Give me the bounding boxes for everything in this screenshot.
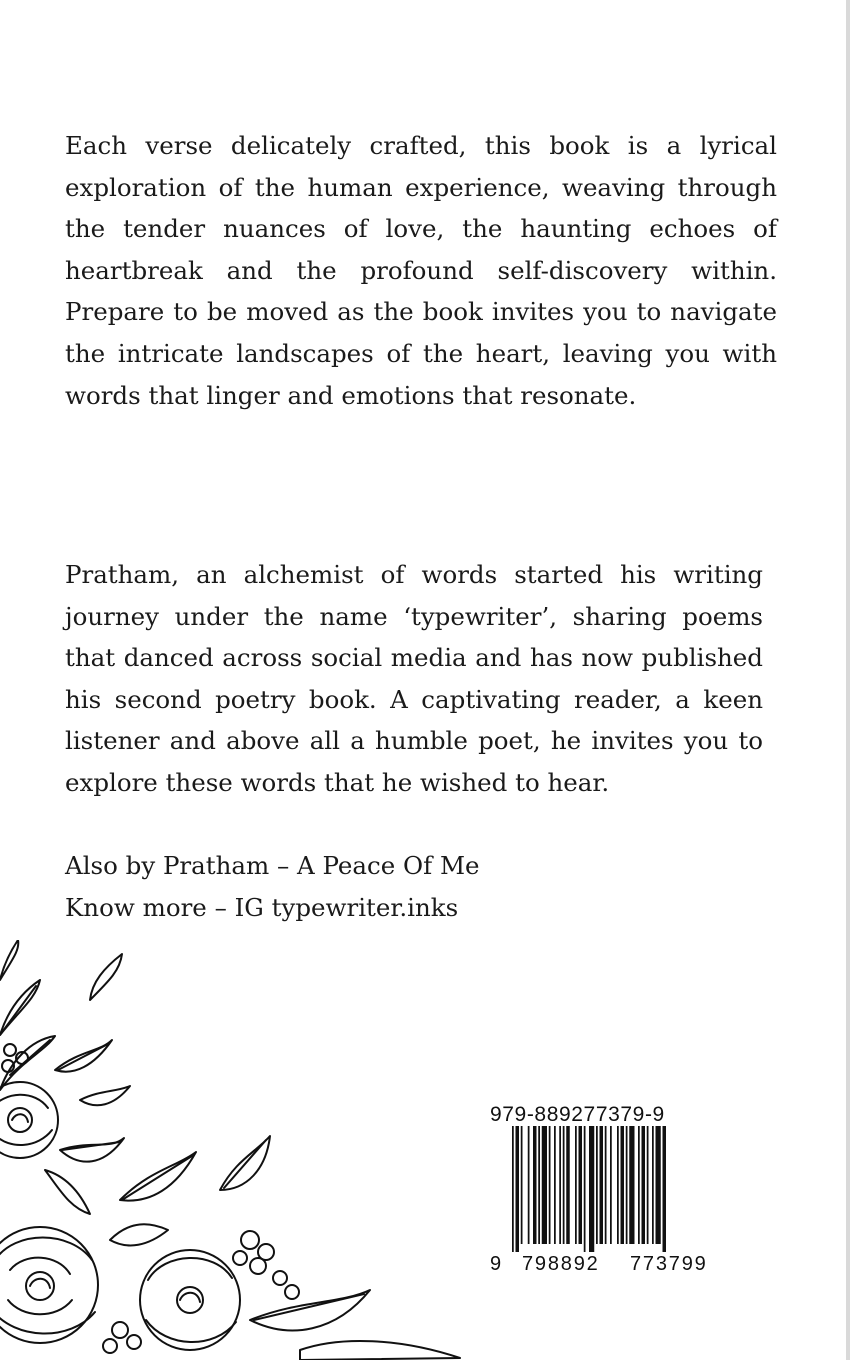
barcode-digit-lead: 9 [490,1253,502,1274]
barcode [490,1124,750,1274]
barcode-digits-left: 798892 [522,1253,600,1274]
barcode-digits-right: 773799 [630,1253,708,1274]
also-by-section [65,845,480,928]
barcode-digits [490,1124,750,1274]
author-bio: Pratham, an alchemist of words started his writing journey under the name ‘typewriter’, sharing poems that danced across social media and has now published his second poetry book. A captivating reader, a keen listener and above all a humble poet, he invites you to explore these words that he wished to hear. [65,560,763,797]
know-more-line: Know more – IG typewriter.inks [65,892,459,922]
isbn-number: 979-889277379-9 [490,1103,665,1126]
floral-illustration [0,940,470,1360]
page-edge [846,0,850,1360]
book-blurb: Each verse delicately crafted, this book is a lyrical exploration of the human experience, weaving through the tender nuances of love, the haunting echoes of heartbreak and the profound self-discovery within. Prepare to be moved as the book invites you to navigate the intricate landscapes of the heart, leaving you with words that linger and emotions that resonate. [65,131,777,410]
also-by-line: Also by Pratham – A Peace Of Me [65,851,480,880]
